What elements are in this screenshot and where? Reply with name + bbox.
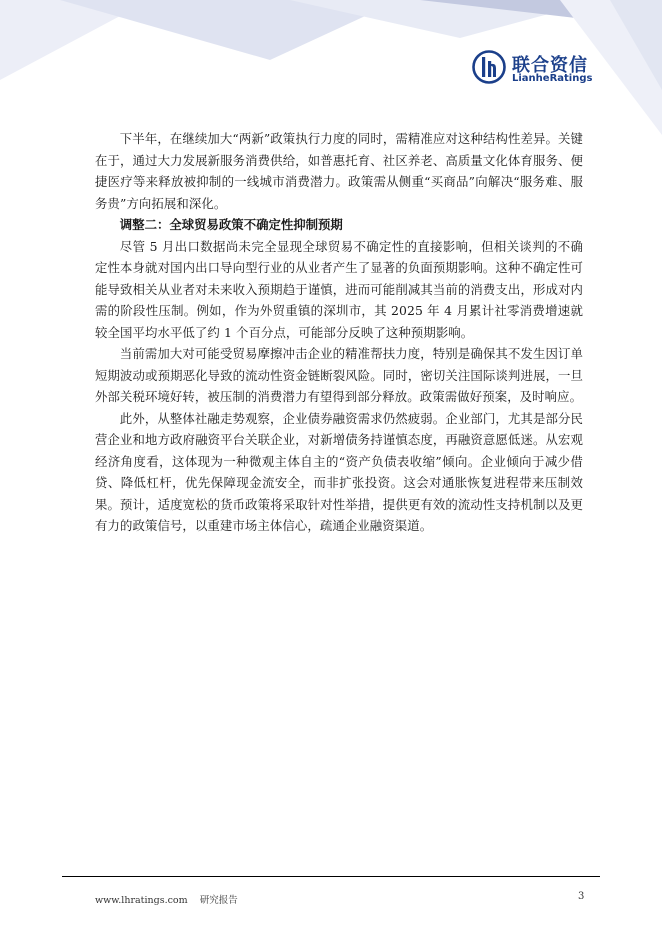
- section-heading-2: 调整二：全球贸易政策不确定性抑制预期: [119, 217, 343, 232]
- company-logo: [472, 50, 593, 90]
- logo-name-en: LianheRatings: [512, 73, 593, 84]
- paragraph-4: 此外，从整体社融走势观察，企业债券融资需求仍然疲弱。企业部门，尤其是部分民营企业和地方政府融资平台关联企业，对新增债务持谨慎态度，再融资意愿低迷。从宏观经济角度看，这体现为一种微观主体自主的“资产负债表收缩”倾向。企业倾向于减少借贷、降低杠杆，优先保障现金流安全，而非扩张投资。这会对通胀恢复进程带来压制效果。预计，适度宽松的货币政策将采取针对性举措，提供更有效的流动性支持机制以及更有力的政策信号，以重建市场主体信心，疏通企业融资渠道。: [95, 410, 583, 533]
- paragraph-1: 下半年，在继续加大“两新”政策执行力度的同时，需精准应对这种结构性差异。关键在于，通过大力发展新服务消费供给，如普惠托育、社区养老、高质量文化体育服务、便捷医疗等来释放被抑制的一线城市消费潜力。政策需从侧重“买商品”向解决“服务难、服务贵”方向拓展和深化。: [95, 131, 583, 211]
- report-body: [95, 128, 583, 537]
- footer-divider: [62, 876, 600, 877]
- logo-name-cn: 联合资信: [512, 55, 588, 76]
- footer-source: www.lhratings.com 研究报告: [95, 895, 238, 906]
- paragraph-3: 当前需加大对可能受贸易摩擦冲击企业的精准帮扶力度，特别是确保其不发生因订单短期波动或预期恶化导致的流动性资金链断裂风险。同时，密切关注国际谈判进展，一旦外部关税环境好转，被压制的消费潜力有望得到部分释放。政策需做好预案，及时响应。: [95, 346, 583, 404]
- paragraph-2: 尽管 5 月出口数据尚未完全显现全球贸易不确定性的直接影响，但相关谈判的不确定性本身就对国内出口导向型行业的从业者产生了显著的负面预期影响。这种不确定性可能导致相关从业者对未来收入预期趋于谨慎，进而可能削减其当前的消费支出，形成对内需的阶段性压制。例如，作为外贸重镇的深圳市，其 2025 年 4 月累计社零消费增速就较全国平均水平低了约 1 个百分点，可能部分反映了这种预期影响。: [95, 238, 583, 340]
- page-number: 3: [578, 891, 585, 902]
- lianhe-logo-icon: [472, 50, 506, 84]
